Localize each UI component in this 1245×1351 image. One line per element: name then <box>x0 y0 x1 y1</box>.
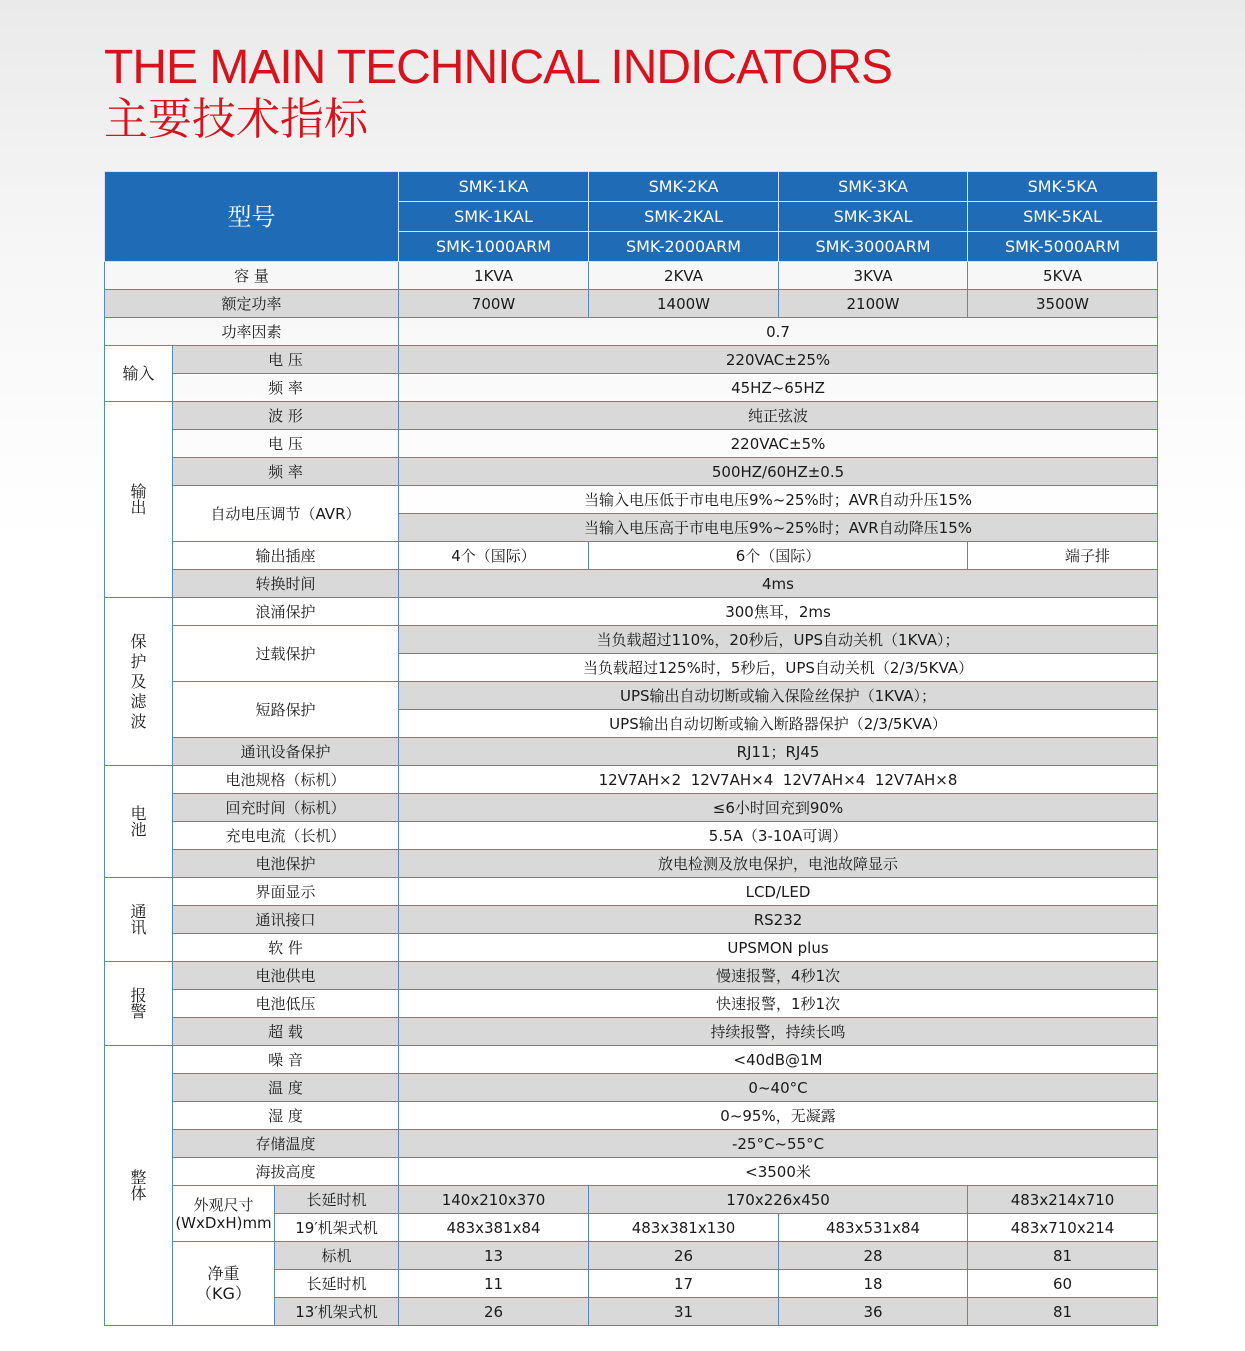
value-cell: RS232 <box>399 906 1158 934</box>
value-cell: 483x214x710 <box>968 1186 1158 1214</box>
group-label-communication: 通 讯 <box>105 878 173 962</box>
alarm-row <box>105 1018 1158 1046</box>
group-label-battery: 电 池 <box>105 766 173 878</box>
value-cell: 5.5A（3-10A可调） <box>399 822 1158 850</box>
row-label: 电 压 <box>173 430 399 458</box>
value-cell: 81 <box>968 1298 1158 1326</box>
input-frequency-row <box>105 374 1158 402</box>
value-cell: 17 <box>589 1270 779 1298</box>
spec-table <box>104 171 1158 1326</box>
output-transfer-row <box>105 570 1158 598</box>
value-cell: LCD/LED <box>399 878 1158 906</box>
value-cell: 36 <box>779 1298 968 1326</box>
model-cell: SMK-2000ARM <box>589 232 779 262</box>
row-label: 海拔高度 <box>173 1158 399 1186</box>
value-cell: UPS输出自动切断或输入断路器保护（2/3/5KVA） <box>399 710 1158 738</box>
comm-row <box>105 934 1158 962</box>
header-row <box>105 172 1158 202</box>
input-voltage-row <box>105 346 1158 374</box>
comm-row <box>105 906 1158 934</box>
row-label: 存储温度 <box>173 1130 399 1158</box>
value-cell: 483x381x130 <box>589 1214 779 1242</box>
value-cell: 81 <box>968 1242 1158 1270</box>
group-label-output: 输 出 <box>105 402 173 598</box>
value-cell: 170x226x450 <box>589 1186 968 1214</box>
value-cell: 4个（国际） <box>399 542 589 570</box>
group-label-general: 整 体 <box>105 1046 173 1326</box>
value-cell: 当输入电压高于市电电压9%~25%时；AVR自动降压15% <box>399 514 1158 542</box>
output-avr-row <box>105 486 1158 514</box>
value-cell: 300焦耳，2ms <box>399 598 1158 626</box>
general-row <box>105 1046 1158 1074</box>
output-frequency-row <box>105 458 1158 486</box>
model-cell: SMK-5KA <box>968 172 1158 202</box>
row-label: 频 率 <box>173 374 399 402</box>
model-cell: SMK-1KAL <box>399 202 589 232</box>
rated-power-row <box>105 290 1158 318</box>
value-cell: -25°C~55°C <box>399 1130 1158 1158</box>
row-label: 电 压 <box>173 346 399 374</box>
value-cell: 2KVA <box>589 262 779 290</box>
row-label: 频 率 <box>173 458 399 486</box>
value-cell: 0~40°C <box>399 1074 1158 1102</box>
general-row <box>105 1130 1158 1158</box>
group-label-input: 输入 <box>105 346 173 402</box>
row-label: 通讯接口 <box>173 906 399 934</box>
value-cell: 12V7AH×2 12V7AH×4 12V7AH×4 12V7AH×8 <box>399 766 1158 794</box>
protect-overload-row <box>105 626 1158 654</box>
alarm-row <box>105 990 1158 1018</box>
group-label-protection: 保 护 及 滤 波 <box>105 598 173 766</box>
value-cell: 当输入电压低于市电电压9%~25%时；AVR自动升压15% <box>399 486 1158 514</box>
value-cell: UPS输出自动切断或输入保险丝保护（1KVA）； <box>399 682 1158 710</box>
row-label: 软 件 <box>173 934 399 962</box>
value-cell: 11 <box>399 1270 589 1298</box>
protect-comm-row <box>105 738 1158 766</box>
value-cell: 3500W <box>968 290 1158 318</box>
protect-short-row <box>105 682 1158 710</box>
value-cell: 当负载超过110%，20秒后，UPS自动关机（1KVA）； <box>399 626 1158 654</box>
row-label: 短路保护 <box>173 682 399 738</box>
value-cell: 端子排 <box>968 542 1158 570</box>
row-label: 通讯设备保护 <box>173 738 399 766</box>
value-cell: 483x381x84 <box>399 1214 589 1242</box>
row-label: 自动电压调节（AVR） <box>173 486 399 542</box>
value-cell: 快速报警，1秒1次 <box>399 990 1158 1018</box>
group-label-alarm: 报 警 <box>105 962 173 1046</box>
value-cell: ≤6小时回充到90% <box>399 794 1158 822</box>
value-cell: 500HZ/60HZ±0.5 <box>399 458 1158 486</box>
protect-surge-row <box>105 598 1158 626</box>
value-cell: 慢速报警，4秒1次 <box>399 962 1158 990</box>
battery-row <box>105 794 1158 822</box>
value-cell: 45HZ~65HZ <box>399 374 1158 402</box>
model-cell: SMK-2KAL <box>589 202 779 232</box>
value-cell: 6个（国际） <box>589 542 968 570</box>
value-cell: RJ11；RJ45 <box>399 738 1158 766</box>
general-row <box>105 1102 1158 1130</box>
value-cell: 13 <box>399 1242 589 1270</box>
power-factor-row <box>105 318 1158 346</box>
value-cell: 持续报警，持续长鸣 <box>399 1018 1158 1046</box>
battery-row <box>105 766 1158 794</box>
value-cell: UPSMON plus <box>399 934 1158 962</box>
model-cell: SMK-1KA <box>399 172 589 202</box>
row-label: 界面显示 <box>173 878 399 906</box>
model-cell: SMK-3000ARM <box>779 232 968 262</box>
row-label: 额定功率 <box>105 290 399 318</box>
row-label: 回充时间（标机） <box>173 794 399 822</box>
model-cell: SMK-1000ARM <box>399 232 589 262</box>
row-label: 电池保护 <box>173 850 399 878</box>
value-cell: 483x710x214 <box>968 1214 1158 1242</box>
row-label: 13′机架式机 <box>275 1298 399 1326</box>
value-cell: 5KVA <box>968 262 1158 290</box>
value-cell: 18 <box>779 1270 968 1298</box>
row-label: 充电电流（长机） <box>173 822 399 850</box>
value-cell: 220VAC±5% <box>399 430 1158 458</box>
value-cell: 放电检测及放电保护，电池故障显示 <box>399 850 1158 878</box>
page-title-chinese: 主要技术指标 <box>104 94 368 145</box>
row-label: 浪涌保护 <box>173 598 399 626</box>
value-cell: 220VAC±25% <box>399 346 1158 374</box>
output-voltage-row <box>105 430 1158 458</box>
model-cell: SMK-5000ARM <box>968 232 1158 262</box>
model-cell: SMK-2KA <box>589 172 779 202</box>
battery-row <box>105 850 1158 878</box>
row-label: 容 量 <box>105 262 399 290</box>
row-label: 19′机架式机 <box>275 1214 399 1242</box>
row-label: 转换时间 <box>173 570 399 598</box>
alarm-row <box>105 962 1158 990</box>
value-cell: 26 <box>589 1242 779 1270</box>
value-cell: <3500米 <box>399 1158 1158 1186</box>
value-cell: 4ms <box>399 570 1158 598</box>
general-row <box>105 1158 1158 1186</box>
model-label: 型号 <box>105 172 399 262</box>
value-cell: 1400W <box>589 290 779 318</box>
row-label: 噪 音 <box>173 1046 399 1074</box>
output-sockets-row <box>105 542 1158 570</box>
row-label: 过载保护 <box>173 626 399 682</box>
model-cell: SMK-3KA <box>779 172 968 202</box>
model-cell: SMK-3KAL <box>779 202 968 232</box>
value-cell: <40dB@1M <box>399 1046 1158 1074</box>
row-label: 电池低压 <box>173 990 399 1018</box>
row-label: 电池规格（标机） <box>173 766 399 794</box>
dimensions-label: 外观尺寸 (WxDxH)mm <box>173 1186 275 1242</box>
value-cell: 140x210x370 <box>399 1186 589 1214</box>
value-cell: 1KVA <box>399 262 589 290</box>
value-cell: 26 <box>399 1298 589 1326</box>
value-cell: 483x531x84 <box>779 1214 968 1242</box>
weight-label: 净重 （KG） <box>173 1242 275 1326</box>
row-label: 标机 <box>275 1242 399 1270</box>
value-cell: 当负载超过125%时，5秒后，UPS自动关机（2/3/5KVA） <box>399 654 1158 682</box>
row-label: 波 形 <box>173 402 399 430</box>
battery-row <box>105 822 1158 850</box>
page-title-english: THE MAIN TECHNICAL INDICATORS <box>104 41 892 94</box>
row-label: 长延时机 <box>275 1186 399 1214</box>
row-label: 长延时机 <box>275 1270 399 1298</box>
general-row <box>105 1074 1158 1102</box>
value-cell: 2100W <box>779 290 968 318</box>
row-label: 输出插座 <box>173 542 399 570</box>
row-label: 湿 度 <box>173 1102 399 1130</box>
value-cell: 700W <box>399 290 589 318</box>
output-waveform-row <box>105 402 1158 430</box>
value-cell: 3KVA <box>779 262 968 290</box>
value-cell: 纯正弦波 <box>399 402 1158 430</box>
row-label: 温 度 <box>173 1074 399 1102</box>
row-label: 功率因素 <box>105 318 399 346</box>
row-label: 电池供电 <box>173 962 399 990</box>
value-cell: 0~95%，无凝露 <box>399 1102 1158 1130</box>
model-cell: SMK-5KAL <box>968 202 1158 232</box>
comm-row <box>105 878 1158 906</box>
value-cell: 28 <box>779 1242 968 1270</box>
dimensions-row <box>105 1186 1158 1214</box>
value-cell: 0.7 <box>399 318 1158 346</box>
weight-row <box>105 1242 1158 1270</box>
capacity-row <box>105 262 1158 290</box>
value-cell: 31 <box>589 1298 779 1326</box>
value-cell: 60 <box>968 1270 1158 1298</box>
row-label: 超 载 <box>173 1018 399 1046</box>
